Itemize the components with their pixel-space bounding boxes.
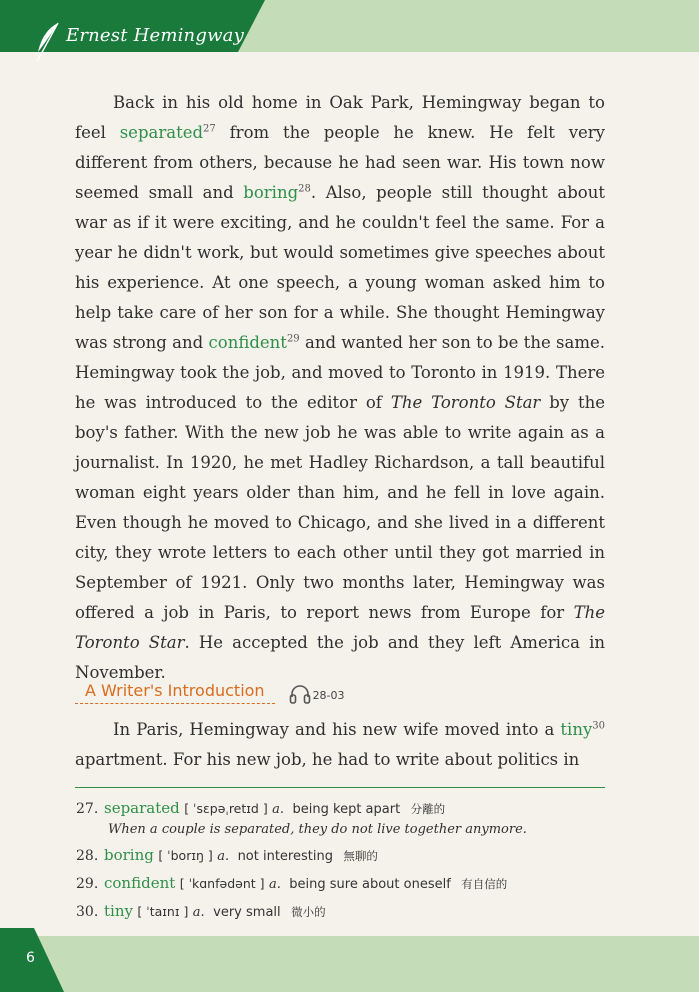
footnote-ref-30: 30 <box>592 720 605 732</box>
footnote-part-of-speech: a. <box>192 905 205 920</box>
footnote-pronunciation: [ ˈborɪŋ ] <box>158 848 213 863</box>
paragraph-oak-park: Back in his old home in Oak Park, Hemingway began to feel separated$^{27}$ from the people he knew. He felt very different from others, because he had seen war. His town now seemed small and boring$^{28}$. Also, people still thought about war as if it were exciting, and he couldn't feel the same. For a year he didn't work, but would sometimes give speeches about his experience. At one speech, a young woman asked him to help take care of her son for a while. She thought Hemingway was strong and confident$^{29}$ and wanted her son to be the same. Hemingway took the job, and moved to Toronto in 1919. There he was introduced to the editor of The Toronto Star by the boy's father. With the new job he was able to write again as a journalist. In 1920, he met Hadley Richardson, a tall beautiful woman eight years older than him, and he fell in love again. Even though he moved to Chicago, and she lived in a different city, they wrote letters to each other until they got married in September of 1921. Only two months later, Hemingway was offered a job in Paris, to report news from Europe for The Toronto Star. He accepted the job and they left America in November. <box>75 93 606 682</box>
footnotes <box>76 798 636 929</box>
footnote-item <box>76 798 636 845</box>
footnote-item <box>76 873 636 901</box>
footnote-pronunciation: [ ˈsɛpəˌretɪd ] <box>184 801 268 816</box>
paragraph-paris: In Paris, Hemingway and his new wife moved into a tiny$^{30}$ apartment. For his new job, he had to write about politics in <box>75 720 605 769</box>
page-number: 6 <box>26 950 35 966</box>
footnote-item <box>76 845 636 873</box>
footnote-number: 28. <box>76 848 99 864</box>
footnote-part-of-speech: a. <box>272 802 285 817</box>
footnote-pronunciation: [ ˈkɑnfədənt ] <box>179 876 265 891</box>
footnote-translation: 有自信的 <box>461 877 508 891</box>
body-text-continued <box>75 715 605 775</box>
newspaper-title: The Toronto Star <box>390 393 541 412</box>
footnote-translation: 無聊的 <box>343 849 378 863</box>
quill-pen-icon <box>34 22 62 62</box>
footnote-word: tiny <box>104 902 133 920</box>
footnote-number: 27. <box>76 801 99 817</box>
footnote-word: confident <box>104 874 176 892</box>
footnote-item <box>76 901 636 929</box>
section-title: A Writer's Introduction <box>75 681 275 704</box>
newspaper-title: The Toronto Star <box>75 603 605 652</box>
footnote-part-of-speech: a. <box>217 849 230 864</box>
section-heading <box>75 678 345 704</box>
running-title: Ernest Hemingway <box>66 25 244 46</box>
footer-band <box>0 936 699 992</box>
vocab-word-boring: boring <box>243 183 299 202</box>
footnote-definition: very small <box>213 905 281 920</box>
headphones-icon[interactable] <box>289 684 311 704</box>
audio-track-number: 28-03 <box>312 689 345 702</box>
footnote-ref-27: 27 <box>203 123 216 135</box>
footnote-translation: 分離的 <box>410 802 446 816</box>
footnote-pronunciation: [ ˈtaɪnɪ ] <box>137 904 189 919</box>
footnote-word: boring <box>104 846 154 864</box>
footnote-ref-29: 29 <box>286 333 300 345</box>
footnote-divider <box>75 787 605 788</box>
footnote-part-of-speech: a. <box>268 877 281 892</box>
footnote-word: separated <box>104 799 180 817</box>
footnote-definition: being kept apart <box>292 802 401 817</box>
vocab-word-confident: confident <box>208 333 287 352</box>
vocab-word-tiny: tiny <box>560 720 593 739</box>
footnote-example: When a couple is separated, they do not live together anymore. <box>108 822 527 837</box>
footnote-definition: not interesting <box>237 849 333 864</box>
body-text <box>75 88 605 688</box>
footnote-number: 30. <box>76 904 99 920</box>
footnote-translation: 微小的 <box>291 905 326 919</box>
footnote-ref-28: 28 <box>298 183 311 195</box>
footnote-number: 29. <box>76 876 99 892</box>
vocab-word-separated: separated <box>119 123 204 142</box>
footnote-definition: being sure about oneself <box>289 877 451 892</box>
